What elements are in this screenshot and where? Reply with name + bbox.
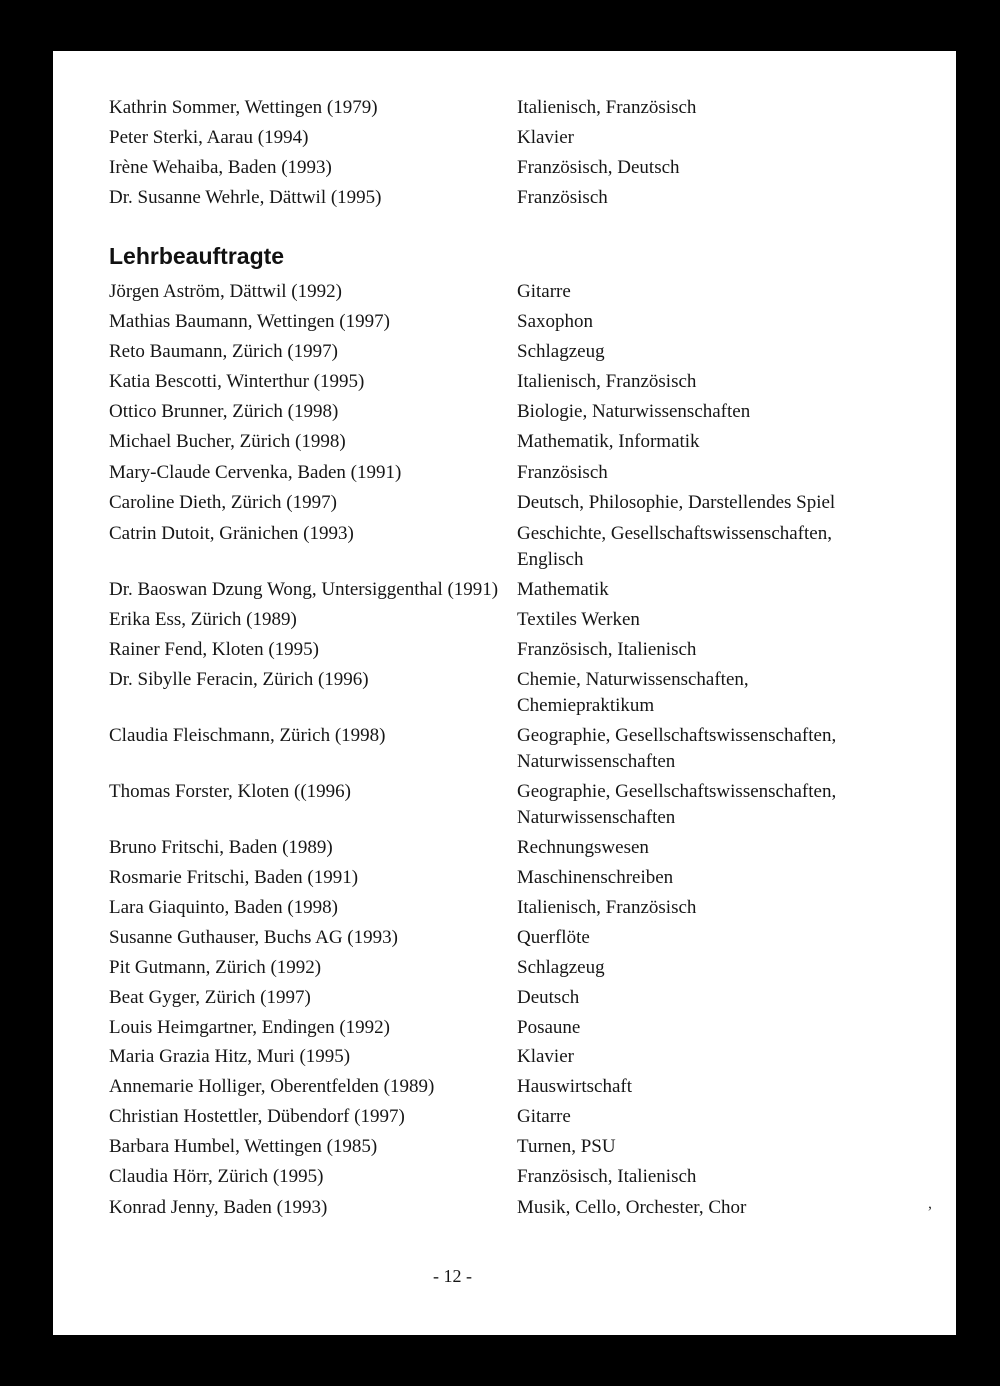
person-name: Bruno Fritschi, Baden (1989) — [109, 837, 333, 858]
person-subjects: Französisch — [517, 187, 608, 208]
person-subjects: Französisch, Italienisch — [517, 1166, 697, 1187]
person-subjects: Maschinenschreiben — [517, 867, 674, 888]
person-subjects: Hauswirtschaft — [517, 1076, 633, 1097]
person-name: Dr. Susanne Wehrle, Dättwil (1995) — [109, 187, 382, 208]
person-name: Claudia Fleischmann, Zürich (1998) — [109, 725, 386, 746]
person-subjects: Deutsch, Philosophie, Darstellendes Spiel — [517, 492, 836, 513]
person-subjects: Chemie, Naturwissenschaften, Chemiepraktikum — [517, 669, 749, 716]
person-name: Maria Grazia Hitz, Muri (1995) — [109, 1046, 351, 1067]
person-subjects: Mathematik, Informatik — [517, 431, 700, 452]
person-name: Claudia Hörr, Zürich (1995) — [109, 1166, 324, 1187]
section-heading: Lehrbeauftragte — [109, 243, 285, 269]
person-subjects: Gitarre — [517, 1106, 571, 1127]
person-name: Rainer Fend, Kloten (1995) — [109, 639, 320, 660]
person-subjects: Klavier — [517, 1046, 574, 1067]
person-name: Annemarie Holliger, Oberentfelden (1989) — [109, 1076, 435, 1097]
person-subjects: Geographie, Gesellschaftswissenschaften, Naturwissenschaften — [517, 781, 837, 828]
person-subjects: Posaune — [517, 1017, 581, 1038]
person-subjects: Turnen, PSU — [517, 1136, 616, 1157]
person-subjects: Deutsch — [517, 987, 580, 1008]
person-name: Lara Giaquinto, Baden (1998) — [109, 897, 338, 918]
person-subjects: Textiles Werken — [517, 609, 640, 630]
person-name: Jörgen Aström, Dättwil (1992) — [109, 281, 342, 302]
person-name: Dr. Baoswan Dzung Wong, Untersiggenthal (1991) — [109, 579, 499, 600]
person-name: Thomas Forster, Kloten ((1996) — [109, 781, 351, 802]
person-name: Pit Gutmann, Zürich (1992) — [109, 957, 322, 978]
person-subjects: Musik, Cello, Orchester, Chor — [517, 1197, 747, 1218]
person-subjects: Querflöte — [517, 927, 590, 948]
person-name: Ottico Brunner, Zürich (1998) — [109, 401, 339, 422]
page-number: - 12 - — [433, 1266, 472, 1286]
person-subjects: Mathematik — [517, 579, 609, 600]
person-subjects: Schlagzeug — [517, 341, 605, 362]
person-name: Caroline Dieth, Zürich (1997) — [109, 492, 337, 513]
person-subjects: Französisch — [517, 462, 608, 483]
document-page — [53, 51, 956, 1335]
stray-mark: , — [928, 1195, 932, 1212]
person-subjects: Italienisch, Französisch — [517, 97, 697, 118]
person-name: Irène Wehaiba, Baden (1993) — [109, 157, 332, 178]
person-name: Susanne Guthauser, Buchs AG (1993) — [109, 927, 398, 948]
person-name: Christian Hostettler, Dübendorf (1997) — [109, 1106, 405, 1127]
person-subjects: Französisch, Italienisch — [517, 639, 697, 660]
person-subjects: Gitarre — [517, 281, 571, 302]
person-name: Mary-Claude Cervenka, Baden (1991) — [109, 462, 402, 483]
person-name: Kathrin Sommer, Wettingen (1979) — [109, 97, 378, 118]
person-name: Reto Baumann, Zürich (1997) — [109, 341, 339, 362]
person-name: Mathias Baumann, Wettingen (1997) — [109, 311, 390, 332]
person-subjects: Geographie, Gesellschaftswissenschaften, Naturwissenschaften — [517, 725, 837, 772]
person-subjects: Klavier — [517, 127, 574, 148]
person-subjects: Biologie, Naturwissenschaften — [517, 401, 751, 422]
person-name: Katia Bescotti, Winterthur (1995) — [109, 371, 365, 392]
person-name: Michael Bucher, Zürich (1998) — [109, 431, 346, 452]
person-name: Peter Sterki, Aarau (1994) — [109, 127, 309, 148]
person-name: Louis Heimgartner, Endingen (1992) — [109, 1017, 391, 1038]
person-name: Rosmarie Fritschi, Baden (1991) — [109, 867, 359, 888]
person-subjects: Geschichte, Gesellschaftswissenschaften, Englisch — [517, 523, 832, 570]
person-subjects: Italienisch, Französisch — [517, 371, 697, 392]
person-subjects: Italienisch, Französisch — [517, 897, 697, 918]
person-subjects: Französisch, Deutsch — [517, 157, 680, 178]
person-name: Konrad Jenny, Baden (1993) — [109, 1197, 328, 1218]
person-name: Erika Ess, Zürich (1989) — [109, 609, 297, 630]
person-name: Dr. Sibylle Feracin, Zürich (1996) — [109, 669, 369, 690]
person-subjects: Saxophon — [517, 311, 593, 332]
person-subjects: Schlagzeug — [517, 957, 605, 978]
person-subjects: Rechnungswesen — [517, 837, 649, 858]
person-name: Beat Gyger, Zürich (1997) — [109, 987, 311, 1008]
person-name: Barbara Humbel, Wettingen (1985) — [109, 1136, 378, 1157]
person-name: Catrin Dutoit, Gränichen (1993) — [109, 523, 354, 544]
